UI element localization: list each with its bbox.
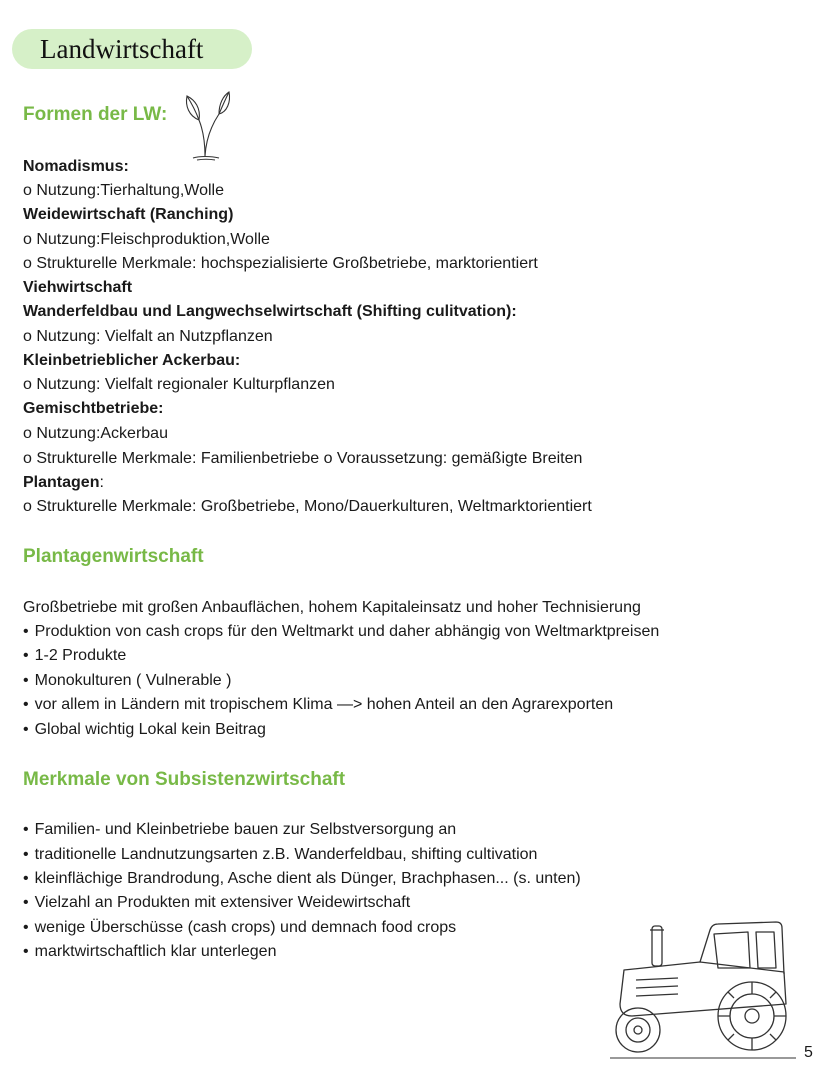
bullet-text: marktwirtschaftlich klar unterlegen <box>34 943 277 960</box>
list-label: Viehwirtschaft <box>23 279 133 296</box>
section-heading-subsistenz: Merkmale von Subsistenzwirtschaft <box>23 769 346 790</box>
bullet-item <box>23 940 276 964</box>
bullet-glyph: • <box>23 870 29 887</box>
bullet-text: kleinflächige Brandrodung, Asche dient als Dünger, Brachphasen... (s. unten) <box>34 870 581 887</box>
bullet-glyph: • <box>23 943 29 960</box>
page-title: Landwirtschaft <box>12 29 252 69</box>
list-item: o Strukturelle Merkmale: Großbetriebe, Mono/Dauerkulturen, Weltmarktorientiert <box>23 498 592 515</box>
bullet-glyph: • <box>23 623 29 640</box>
bullet-glyph: • <box>23 894 29 911</box>
bullet-item <box>23 620 659 644</box>
bullet-text: Familien- und Kleinbetriebe bauen zur Selbstversorgung an <box>34 821 457 838</box>
bullet-glyph: • <box>23 721 29 738</box>
list-item: o Strukturelle Merkmale: Familienbetriebe o Voraussetzung: gemäßigte Breiten <box>23 450 583 467</box>
bullet-item <box>23 669 231 693</box>
bullet-item <box>23 843 537 867</box>
bullet-glyph: • <box>23 647 29 664</box>
bullet-text: Vielzahl an Produkten mit extensiver Weidewirtschaft <box>34 894 411 911</box>
list-label: Gemischtbetriebe: <box>23 400 164 417</box>
bullet-item <box>23 644 126 668</box>
bullet-glyph: • <box>23 696 29 713</box>
list-item: o Nutzung:Ackerbau <box>23 425 168 442</box>
list-label: Wanderfeldbau und Langwechselwirtschaft (Shifting culitvation): <box>23 303 517 320</box>
list-item: o Nutzung: Vielfalt regionaler Kulturpflanzen <box>23 376 335 393</box>
bullet-glyph: • <box>23 672 29 689</box>
bullet-text: traditionelle Landnutzungsarten z.B. Wanderfeldbau, shifting cultivation <box>34 846 538 863</box>
bullet-text: Monokulturen ( Vulnerable ) <box>34 672 232 689</box>
bullet-item <box>23 916 456 940</box>
bullet-item <box>23 891 410 915</box>
list-label: Kleinbetrieblicher Ackerbau: <box>23 352 241 369</box>
list-label: Weidewirtschaft (Ranching) <box>23 206 234 223</box>
bullet-item <box>23 818 456 842</box>
list-item: o Nutzung:Fleischproduktion,Wolle <box>23 231 270 248</box>
sprout-icon <box>183 90 233 162</box>
bullet-glyph: • <box>23 919 29 936</box>
list-item: o Nutzung: Vielfalt an Nutzpflanzen <box>23 328 273 345</box>
bullet-text: vor allem in Ländern mit tropischem Klima —> hohen Anteil an den Agrarexporten <box>34 696 614 713</box>
label-suffix: : <box>99 474 104 491</box>
page-number: 5 <box>804 1044 813 1061</box>
bullet-text: Global wichtig Lokal kein Beitrag <box>34 721 266 738</box>
bullet-item <box>23 693 613 717</box>
bullet-item <box>23 867 581 891</box>
bullet-text: 1-2 Produkte <box>34 647 127 664</box>
list-label: Plantagen <box>23 474 100 491</box>
list-label: Nomadismus: <box>23 158 129 175</box>
tractor-icon <box>608 912 798 1062</box>
list-label-plantagen <box>23 471 104 495</box>
section-heading-plantagen: Plantagenwirtschaft <box>23 546 204 567</box>
bullet-text: wenige Überschüsse (cash crops) und demnach food crops <box>34 919 457 936</box>
bullet-glyph: • <box>23 821 29 838</box>
section-heading-formen: Formen der LW: <box>23 104 168 125</box>
list-item: o Strukturelle Merkmale: hochspezialisierte Großbetriebe, marktorientiert <box>23 255 538 272</box>
bullet-text: Produktion von cash crops für den Weltmarkt und daher abhängig von Weltmarktpreisen <box>34 623 660 640</box>
section-intro: Großbetriebe mit großen Anbauflächen, hohem Kapitaleinsatz und hoher Technisierung <box>23 599 641 616</box>
bullet-item <box>23 718 266 742</box>
list-item: o Nutzung:Tierhaltung,Wolle <box>23 182 224 199</box>
bullet-glyph: • <box>23 846 29 863</box>
